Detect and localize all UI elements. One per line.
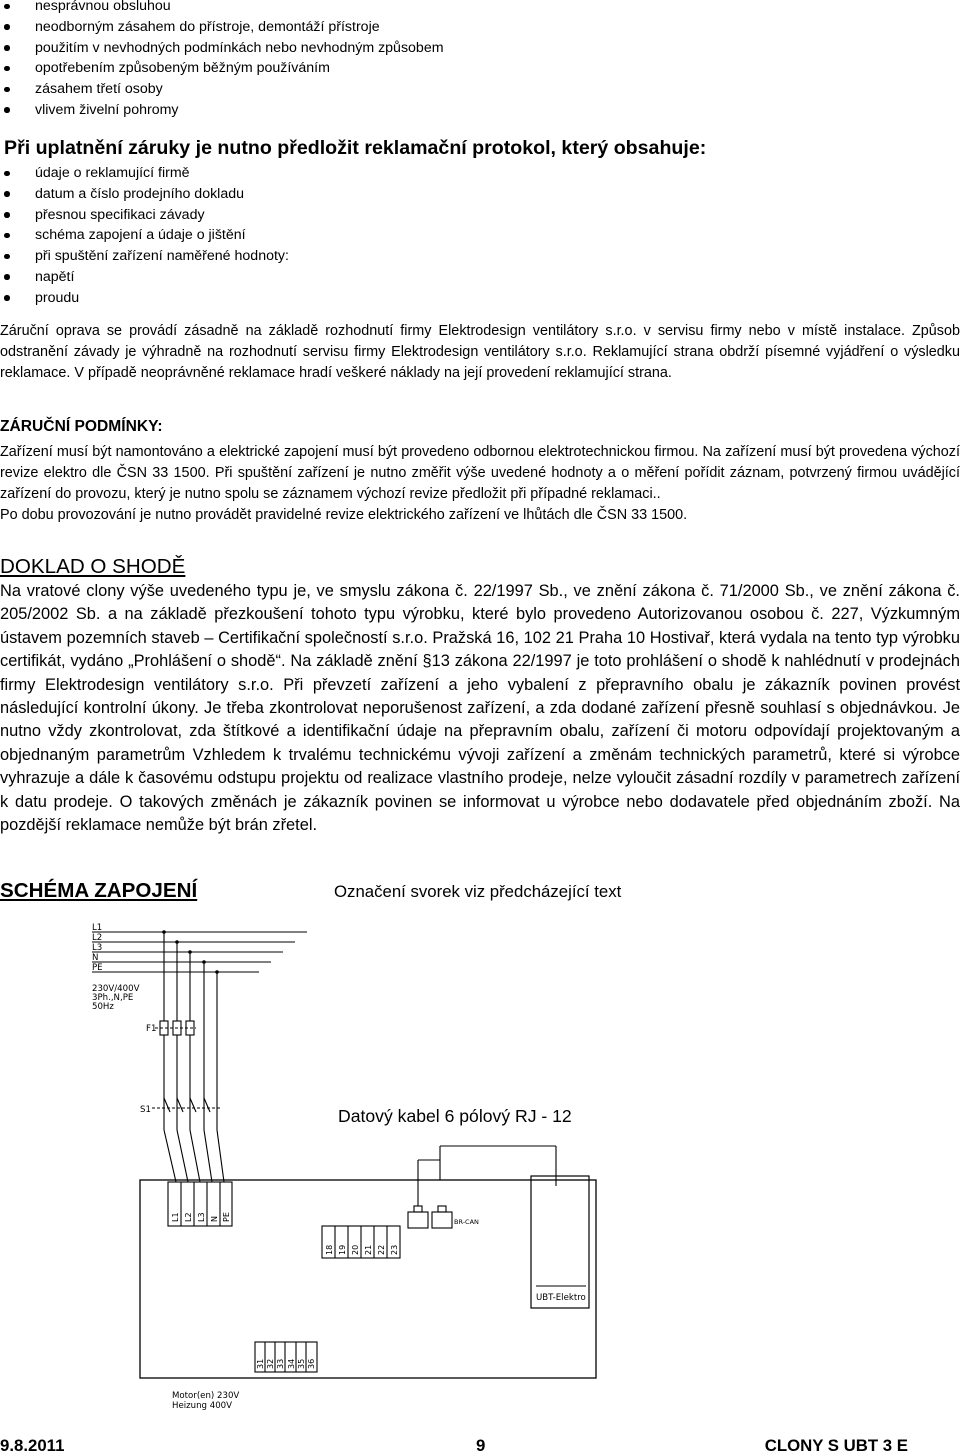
switch-label: S1: [140, 1105, 151, 1115]
control-enclosure: [140, 1180, 596, 1378]
terminal-label: 19: [338, 1244, 347, 1255]
terminal-label: 31: [256, 1358, 265, 1369]
list-item: proudu: [0, 288, 940, 309]
controller-label: UBT-Elektro: [536, 1293, 586, 1303]
list-item: při spuštění zařízení naměřené hodnoty:: [0, 246, 940, 267]
supply-label-2: 3Ph.,N,PE: [92, 993, 134, 1003]
conditions-heading: ZÁRUČNÍ PODMÍNKY:: [0, 418, 163, 435]
controller-unit: [531, 1176, 589, 1308]
bus-label-pe: PE: [92, 963, 103, 973]
supply-label-3: 50Hz: [92, 1002, 114, 1012]
terminal-label: L3: [197, 1212, 206, 1222]
list-item: datum a číslo prodejního dokladu: [0, 184, 940, 205]
supply-label-1: 230V/400V: [92, 984, 140, 994]
declaration-paragraph: Na vratové clony výše uvedeného typu je, ve smyslu zákona č. 22/1997 Sb., ve znění zákona č. 71/2000 Sb., ve znění zákona č. 205/2002 Sb. a na základě přezkoušení tohoto typu výrobku, které bylo provedeno Autorizovanou osobou č. 227, Výzkumným ústavem pozemních staveb – Certifikační společností s.r.o. Pražská 16, 102 21 Praha 10 Hostivař, která vydala na tento typ výrobku certifikát, vydáno „Prohlášení o shodě“. Na základě znění §13 zákona 22/1997 je toto prohlášení o shodě k nahlédnutí v prodejnách firmy Elektrodesign ventilátory s.r.o. Při převzetí zařízení a jeho vybalení z přepravního obalu je zákazník povinen provést následující kontrolní úkony. Je třeba zkontrolovat neporušenost zařízení, a zda dodané zařízení přesně souhlasí s objednávkou. Je nutno vždy zkontrolovat, zda štítkové a identifikační údaje na přepravním obalu, zařízení či motoru odpovídají projektovaným a objednaným parametrům Vzhledem k trvalému technickému vývoji zařízení a změnám technických parametrů, které si výrobce vyhrazuje a dále k časovému odstupu projektu od realizace vlastního prodeje, nelze vyloučit zásadní rozdíly v parametrech zařízení k datu prodeje. O takových změnách je zákazník povinen se informovat u výrobce nebo dodavatele před objednáním zboží. Na pozdější reklamace nemůže být brán zřetel.: [0, 582, 960, 835]
claim-heading: Při uplatnění záruky je nutno předložit reklamační protokol, který obsahuje:: [4, 137, 707, 159]
bus-label-n: N: [92, 953, 99, 963]
terminal-label: 34: [287, 1358, 296, 1369]
data-cable-label: Datový kabel 6 pólový RJ - 12: [338, 1106, 572, 1126]
terminal-label: 20: [351, 1244, 360, 1255]
list-item: vlivem živelní pohromy: [0, 100, 940, 121]
terminal-label: 35: [297, 1358, 306, 1369]
terminal-label: 23: [390, 1244, 399, 1255]
footer-title: CLONY S UBT 3 E: [764, 1436, 908, 1455]
terminal-label: 21: [364, 1244, 373, 1255]
claim-paragraph-text: Záruční oprava se provádí zásadně na základě rozhodnutí firmy Elektrodesign ventilátory s.r.o. v servisu firmy nebo v místě instalace. Způsob odstranění závady je výhradně na rozhodnutí servisu firmy Elektrodesign ventilátory s.r.o. Reklamující strana obdrží písemné vyjádření o výsledku reklamace. V případě neoprávněné reklamace hradí veškeré náklady na její provedení reklamující strana.: [0, 323, 960, 381]
list-item: údaje o reklamující firmě: [0, 163, 940, 184]
claim-items-list: [0, 163, 940, 309]
list-item: použitím v nevhodných podmínkách nebo nevhodným způsobem: [0, 38, 940, 59]
list-item: napětí: [0, 267, 940, 288]
motor-label-2: Heizung 400V: [172, 1401, 233, 1411]
terminal-label: PE: [222, 1212, 231, 1222]
footer-page-number: 9: [476, 1436, 486, 1455]
list-item: neodborným zásahem do přístroje, demontáží přístroje: [0, 17, 940, 38]
terminal-label: 36: [307, 1358, 316, 1369]
wiring-diagram: [0, 900, 960, 1430]
list-item: zásahem třetí osoby: [0, 79, 940, 100]
conditions-paragraph-1: Zařízení musí být namontováno a elektrické zapojení musí být provedeno odbornou elektrotechnickou firmou. Na zařízení musí být provedena výchozí revize elektro dle ČSN 33 1500. Při spuštění zařízení je nutno změřit výše uvedené hodnoty a o měření pořídit záznam, potvrzený firmou uvádějící zařízení do provozu, který je nutno spolu se záznamem výchozí revize předložit při případné reklamaci..: [0, 444, 960, 502]
terminal-label: 32: [266, 1358, 275, 1369]
list-item: přesnou specifikaci závady: [0, 205, 940, 226]
list-item: schéma zapojení a údaje o jištění: [0, 225, 940, 246]
conditions-body: [0, 442, 960, 526]
terminal-label: 33: [276, 1358, 285, 1369]
bus-label-l3: L3: [92, 943, 103, 953]
scheme-heading: SCHÉMA ZAPOJENÍ: [0, 879, 198, 902]
motor-label-1: Motor(en) 230V: [172, 1391, 240, 1401]
terminal-label: 18: [325, 1244, 334, 1255]
terminal-label: N: [210, 1216, 219, 1222]
footer-date: 9.8.2011: [0, 1436, 65, 1455]
scheme-note: Označení svorek viz předcházející text: [334, 882, 622, 901]
causes-list: [0, 0, 940, 121]
declaration-heading: DOKLAD O SHODĚ: [0, 555, 186, 578]
conditions-paragraph-2: Po dobu provozování je nutno provádět pravidelné revize elektrického zařízení ve lhůtách dle ČSN 33 1500.: [0, 507, 688, 523]
fuse-label: F1: [146, 1024, 157, 1034]
terminal-label: L2: [184, 1212, 193, 1222]
bus-label-l1: L1: [92, 923, 103, 933]
list-item: opotřebením způsobeným běžným používáním: [0, 58, 940, 79]
claim-paragraph: [0, 321, 960, 384]
list-item: nesprávnou obsluhou: [0, 0, 940, 17]
can-label: BR-CAN: [454, 1218, 479, 1226]
terminal-label: L1: [171, 1212, 180, 1222]
terminal-label: 22: [377, 1244, 386, 1255]
declaration-body: [0, 580, 960, 837]
bus-label-l2: L2: [92, 933, 103, 943]
